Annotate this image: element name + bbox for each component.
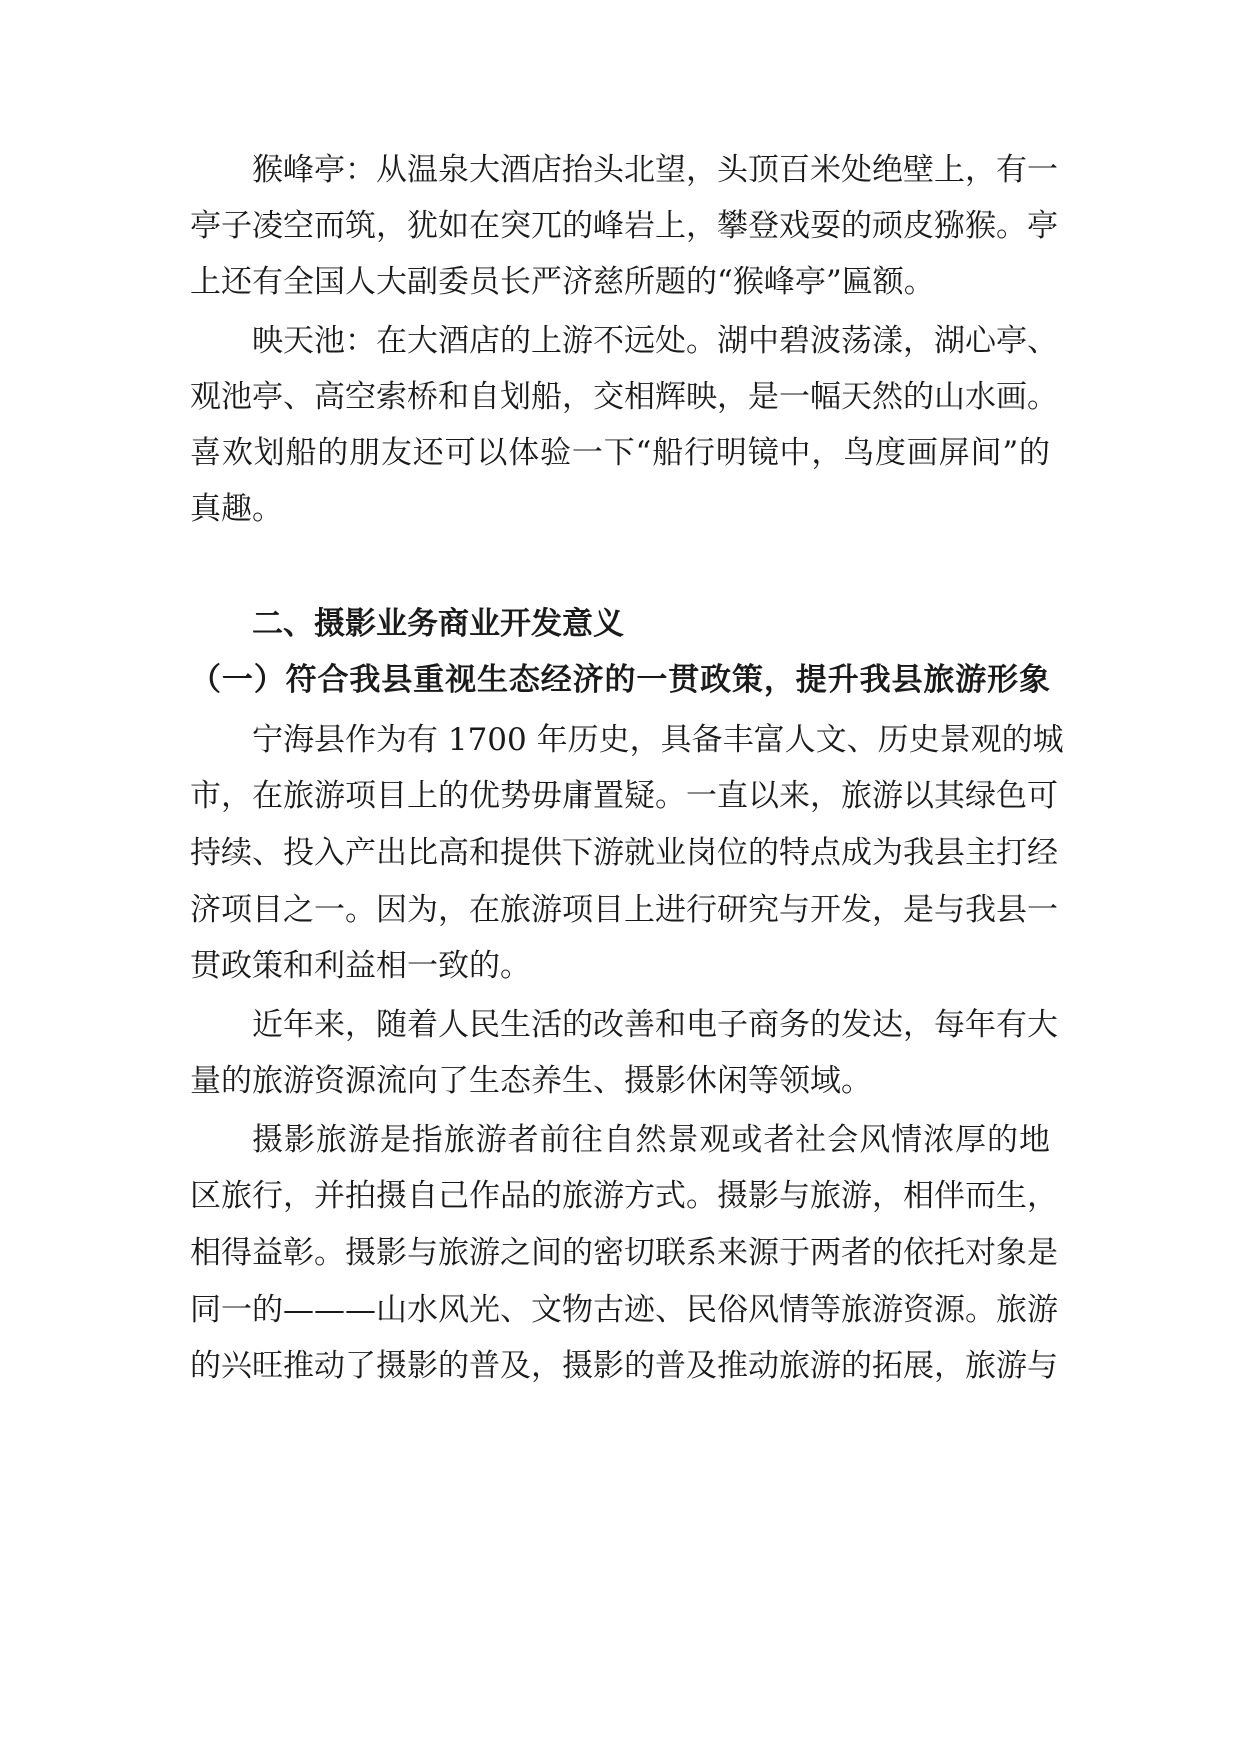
paragraph-line: 同一的———山水风光、文物古迹、民俗风情等旅游资源。旅游 bbox=[190, 1292, 1058, 1328]
paragraph-line: 贯政策和利益相一致的。 bbox=[190, 948, 531, 984]
section-heading: 二、摄影业务商业开发意义 bbox=[252, 606, 624, 642]
paragraph-line: 相得益彰。摄影与旅游之间的密切联系来源于两者的依托对象是 bbox=[190, 1235, 1058, 1271]
paragraph-line: 映天池：在大酒店的上游不远处。湖中碧波荡漾，湖心亭、 bbox=[252, 323, 1058, 359]
paragraph-line: 观池亭、高空索桥和自划船，交相辉映，是一幅天然的山水画。 bbox=[190, 379, 1058, 415]
paragraph-line: 市，在旅游项目上的优势毋庸置疑。一直以来，旅游以其绿色可 bbox=[190, 778, 1058, 814]
paragraph-line: 真趣。 bbox=[190, 491, 283, 527]
paragraph-line: 猴峰亭：从温泉大酒店抬头北望，头顶百米处绝壁上，有一 bbox=[252, 152, 1058, 188]
paragraph-line: 近年来，随着人民生活的改善和电子商务的发达，每年有大 bbox=[252, 1007, 1058, 1043]
paragraph-line: 区旅行，并拍摄自己作品的旅游方式。摄影与旅游，相伴而生， bbox=[190, 1178, 1058, 1214]
paragraph-line: 量的旅游资源流向了生态养生、摄影休闲等领域。 bbox=[190, 1063, 872, 1099]
paragraph-line: 上还有全国人大副委员长严济慈所题的“猴峰亭”匾额。 bbox=[190, 264, 935, 300]
paragraph-line: 济项目之一。因为，在旅游项目上进行研究与开发，是与我县一 bbox=[190, 892, 1058, 928]
subsection-heading: （一）符合我县重视生态经济的一贯政策，提升我县旅游形象 bbox=[190, 662, 1050, 698]
paragraph-line: 持续、投入产出比高和提供下游就业岗位的特点成为我县主打经 bbox=[190, 835, 1058, 871]
paragraph-line: 宁海县作为有 1700 年历史，具备丰富人文、历史景观的城 bbox=[252, 722, 1064, 758]
paragraph-line: 喜欢划船的朋友还可以体验一下“船行明镜中，鸟度画屏间”的 bbox=[190, 435, 1050, 471]
paragraph-line: 摄影旅游是指旅游者前往自然景观或者社会风情浓厚的地 bbox=[252, 1122, 1050, 1158]
paragraph-line: 的兴旺推动了摄影的普及，摄影的普及推动旅游的拓展，旅游与 bbox=[190, 1348, 1058, 1384]
paragraph-line: 亭子凌空而筑，犹如在突兀的峰岩上，攀登戏耍的顽皮猕猴。亭 bbox=[190, 208, 1058, 244]
